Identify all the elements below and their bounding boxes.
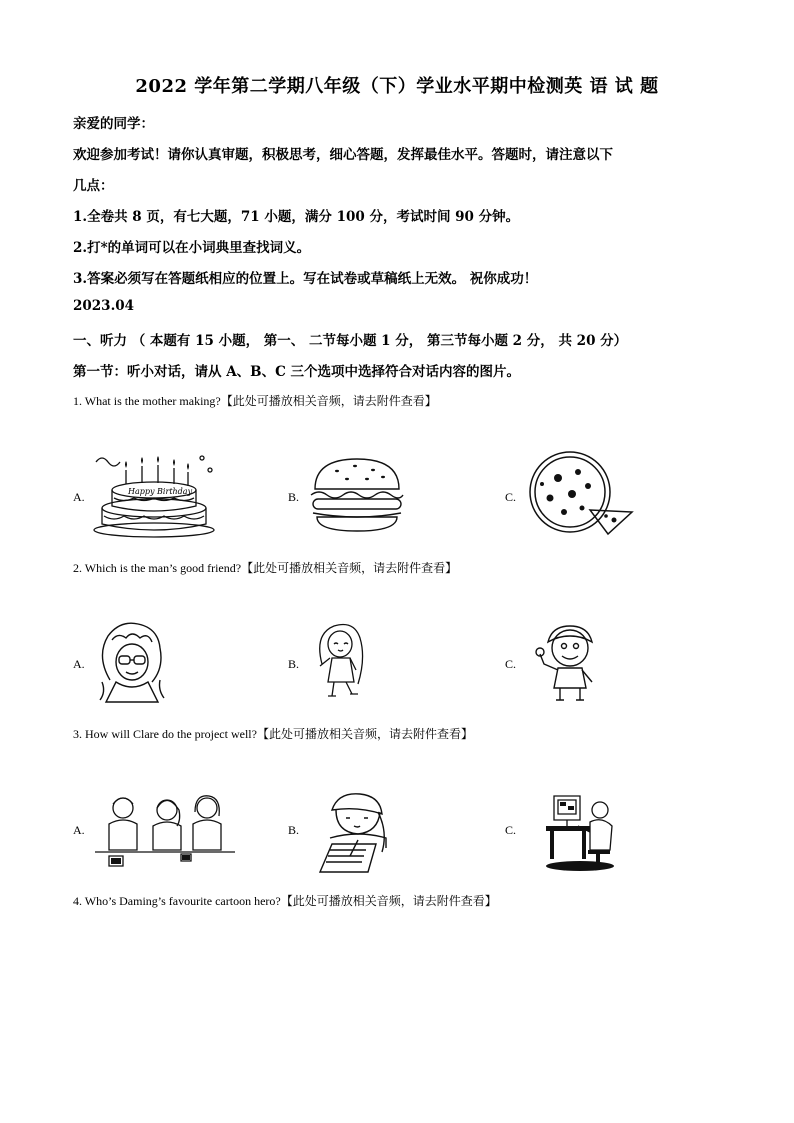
cake-text: Happy Birthday (128, 487, 193, 496)
q2-option-c[interactable]: C. (505, 657, 517, 671)
boy-waving-image (528, 620, 608, 705)
q2-option-a[interactable]: A. (73, 657, 85, 671)
rule-1: 1.全卷共 8 页，有七大题，71 小题，满分 100 分，考试时间 90 分钟。 (73, 209, 520, 225)
question-1: 1. What is the mother making?【此处可播放相关音频，请去附件查看】 (73, 394, 437, 408)
girl-writing-image (310, 788, 400, 873)
woman-glasses-image (92, 620, 172, 705)
q1-option-a[interactable]: A. (73, 490, 85, 504)
q1-option-b[interactable]: B. (288, 490, 300, 504)
rule-2: 2.打*的单词可以在小词典里查找词义。 (73, 240, 311, 256)
q3-option-c[interactable]: C. (505, 823, 517, 837)
group-discussion-image (95, 790, 235, 870)
q2-option-b[interactable]: B. (288, 657, 300, 671)
rule-3: 3.答案必须写在答题纸相应的位置上。写在试卷或草稿纸上无效。 祝你成功！ (73, 271, 538, 287)
girl-long-hair-image (308, 618, 373, 703)
question-3: 3. How will Clare do the project well?【此处可播放相关音频，请去附件查看】 (73, 727, 473, 741)
page-title: 2022 学年第二学期八年级（下）学业水平期中检测英 语 试 题 (135, 76, 659, 97)
pizza-image (520, 450, 640, 540)
person-computer-image (540, 792, 620, 874)
q3-option-a[interactable]: A. (73, 823, 85, 837)
greeting: 亲爱的同学： (73, 116, 154, 132)
intro-line-1: 欢迎参加考试！请你认真审题，积极思考，细心答题，发挥最佳水平。答题时，请注意以下 (73, 147, 613, 163)
hamburger-image (305, 455, 410, 535)
q1-option-c[interactable]: C. (505, 490, 517, 504)
birthday-cake-image (90, 450, 225, 540)
part-1-instructions: 第一节：听小对话，请从 A、B、C 三个选项中选择符合对话内容的图片。 (73, 364, 521, 380)
exam-date: 2023.04 (73, 298, 135, 314)
question-4: 4. Who’s Daming’s favourite cartoon hero?【此处可播放相关音频，请去附件查看】 (73, 894, 497, 908)
question-2: 2. Which is the man’s good friend?【此处可播放相关音频，请去附件查看】 (73, 561, 458, 575)
intro-line-2: 几点： (73, 178, 114, 194)
section-listening: 一、听力 （ 本题有 15 小题， 第一、 二节每小题 1 分， 第三节每小题 2 分， 共 20 分） (73, 333, 628, 349)
q3-option-b[interactable]: B. (288, 823, 300, 837)
